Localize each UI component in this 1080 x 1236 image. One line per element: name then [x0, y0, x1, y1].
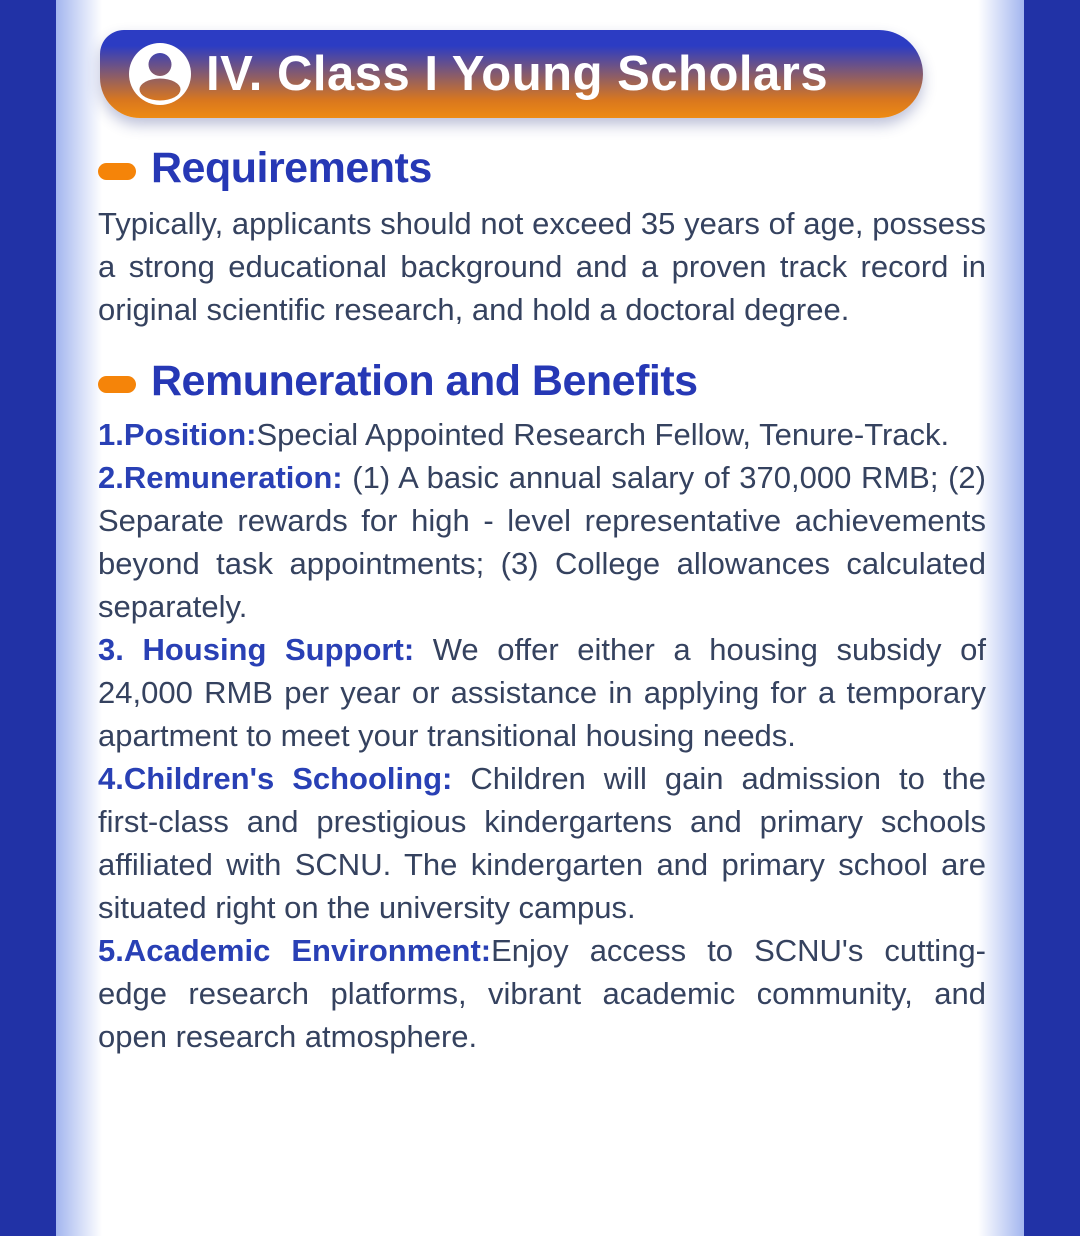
benefit-item-position: [98, 413, 986, 456]
benefit-item-academic-text: Enjoy access to SCNU's cutting-edge research platforms, vibrant academic community, and open research atmosphere.: [98, 933, 986, 1054]
section-banner: [100, 30, 923, 118]
bullet-dash-icon: [98, 163, 136, 180]
benefit-item-housing-label: 3. Housing Support:: [98, 632, 415, 667]
benefit-item-remuneration-text: (1) A basic annual salary of 370,000 RMB; (2) Separate rewards for high - level representative achievements beyond task appointments; (3) College allowances calculated separately.: [98, 460, 986, 624]
benefit-item-schooling-text: Children will gain admission to the first-class and prestigious kindergartens and primary schools affiliated with SCNU. The kindergarten and primary school are situated right on the university campus.: [98, 761, 986, 925]
benefit-item-position-text: Special Appointed Research Fellow, Tenure-Track.: [256, 417, 950, 452]
right-edge-bar: [1024, 0, 1080, 1236]
benefit-item-academic-label: 5.Academic Environment:: [98, 933, 492, 968]
bullet-dash-icon: [98, 376, 136, 393]
benefit-item-schooling-label: 4.Children's Schooling:: [98, 761, 453, 796]
requirements-paragraph: Typically, applicants should not exceed 35 years of age, possess a strong educational background and a proven track record in original scientific research, and hold a doctoral degree.: [98, 206, 986, 327]
benefits-list: [98, 413, 986, 1058]
benefit-item-academic: [98, 929, 986, 1058]
benefits-heading: Remuneration and Benefits: [151, 357, 698, 405]
left-edge-bar: [0, 0, 56, 1236]
benefit-item-housing-text: We offer either a housing subsidy of 24,000 RMB per year or assistance in applying for a temporary apartment to meet your transitional housing needs.: [98, 632, 986, 753]
banner-title: IV. Class I Young Scholars: [206, 47, 829, 101]
person-icon: [128, 42, 192, 106]
benefit-item-housing: [98, 628, 986, 757]
poster-content: [98, 0, 986, 1058]
left-edge-fade: [56, 0, 102, 1236]
benefits-heading-row: [98, 357, 986, 406]
requirements-heading-row: [98, 144, 986, 193]
benefit-item-schooling: [98, 757, 986, 929]
requirements-heading: Requirements: [151, 144, 432, 192]
benefit-item-remuneration-label: 2.Remuneration:: [98, 460, 343, 495]
benefit-item-position-label: 1.Position:: [98, 417, 257, 452]
benefit-item-remuneration: [98, 456, 986, 628]
